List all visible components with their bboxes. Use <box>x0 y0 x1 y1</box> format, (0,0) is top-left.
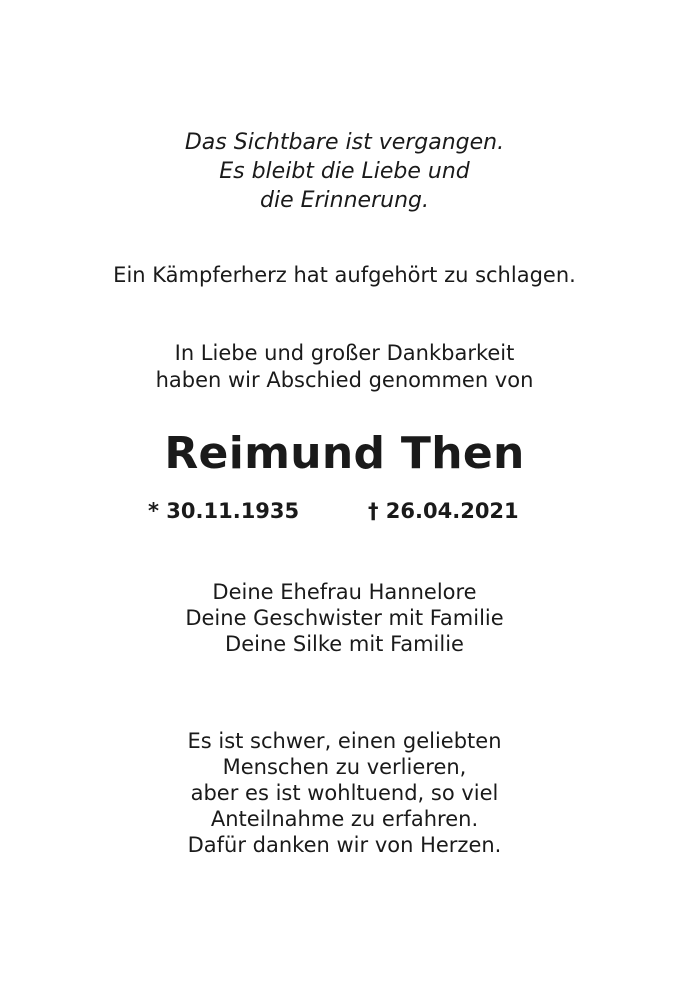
motto-line: die Erinnerung. <box>260 188 429 213</box>
thanks-note <box>0 728 689 858</box>
family-signatures <box>0 579 689 657</box>
motto-line: Das Sichtbare ist vergangen. <box>184 130 505 155</box>
thanks-line: Anteilnahme zu erfahren. <box>210 807 479 831</box>
family-line: Deine Silke mit Familie <box>225 632 464 656</box>
death-date: † 26.04.2021 <box>368 499 519 523</box>
thanks-line: Menschen zu verlieren, <box>222 755 467 779</box>
intro-line: haben wir Abschied genommen von <box>155 368 534 392</box>
headline-text: Ein Kämpferherz hat aufgehört zu schlagen. <box>113 263 576 287</box>
birth-date: * 30.11.1935 <box>148 499 300 523</box>
family-line: Deine Ehefrau Hannelore <box>212 580 477 604</box>
deceased-name <box>0 426 689 482</box>
intro-line: In Liebe und großer Dankbarkeit <box>174 341 515 365</box>
headline <box>0 261 689 289</box>
motto-verse <box>0 128 689 215</box>
intro <box>0 340 689 394</box>
family-line: Deine Geschwister mit Familie <box>185 606 504 630</box>
deceased-name-text: Reimund Then <box>164 428 525 479</box>
motto-line: Es bleibt die Liebe und <box>219 159 470 184</box>
thanks-line: aber es ist wohltuend, so viel <box>190 781 499 805</box>
thanks-line: Dafür danken wir von Herzen. <box>187 833 502 857</box>
thanks-line: Es ist schwer, einen geliebten <box>187 729 502 753</box>
